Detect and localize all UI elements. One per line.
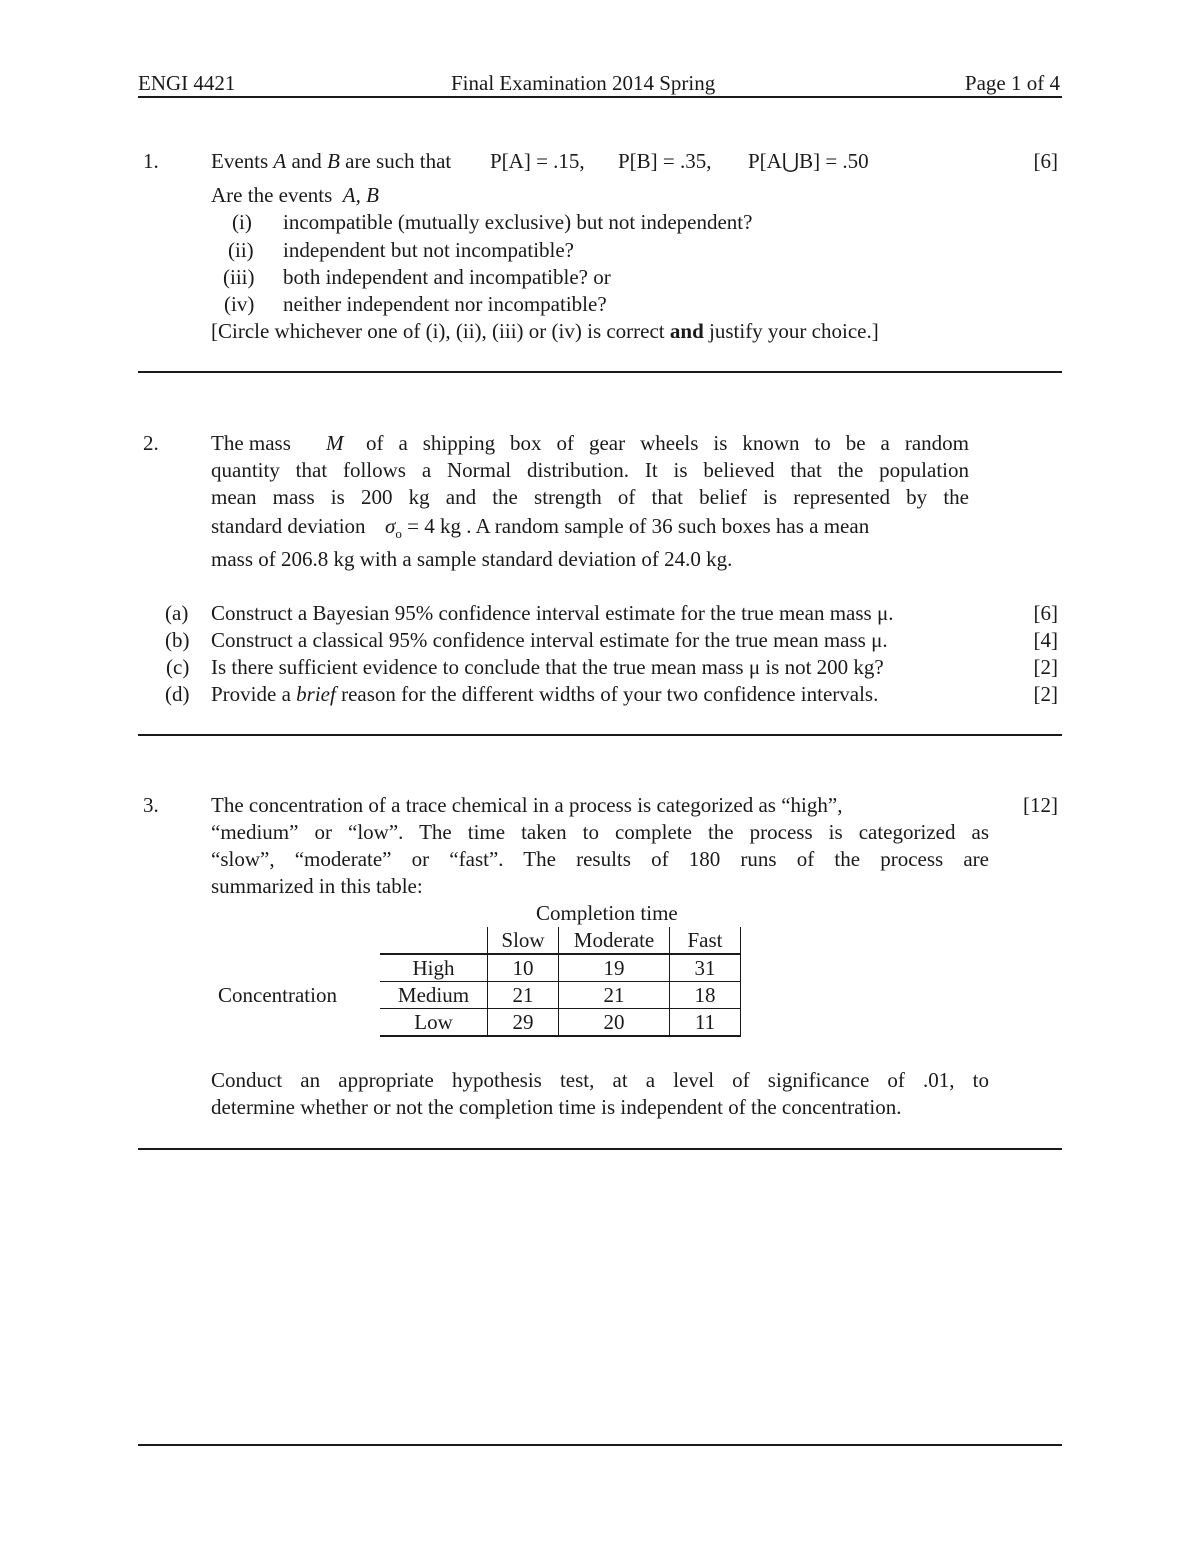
table-header-row <box>380 927 741 954</box>
table-cell: 21 <box>488 982 559 1009</box>
table-cell: 29 <box>488 1009 559 1037</box>
q2-line1-rest: of a shipping box of gear wheels is known to be a random <box>366 431 969 455</box>
table-column-header: Moderate <box>559 927 670 954</box>
q2-number: 2. <box>143 431 159 455</box>
q2-part-marks: [2] <box>1033 682 1058 706</box>
footer-rule <box>138 1444 1062 1446</box>
q2-line4-rest: $\sigma_o = 4$ kg . A random sample of 36 such boxes has a mean <box>385 514 870 542</box>
q2-part-text: Provide a brief reason for the different widths of your two confidence intervals. <box>211 682 879 706</box>
q2-part-text: Construct a classical 95% confidence interval estimate for the true mean mass μ. <box>211 628 888 652</box>
table-cell: 21 <box>559 982 670 1009</box>
q2-part-label: (a) <box>165 601 189 625</box>
q1-question: Are the events A, B <box>211 183 379 207</box>
table-row-header: Medium <box>380 982 488 1009</box>
q1-marks: [6] <box>1033 149 1058 173</box>
table-row <box>380 1009 741 1037</box>
q2-part-text: Construct a Bayesian 95% confidence interval estimate for the true mean mass μ. <box>211 601 894 625</box>
q1-option-text: incompatible (mutually exclusive) but not independent? <box>283 210 753 234</box>
section-rule <box>138 734 1062 736</box>
course-code: ENGI 4421 <box>138 71 236 95</box>
q3-line2: “medium” or “low”. The time taken to complete the process is categorized as <box>211 820 989 844</box>
q1-number: 1. <box>143 149 159 173</box>
q1-eq-pa: P[A] = .15, <box>490 149 585 173</box>
table-cell: 18 <box>670 982 741 1009</box>
q3-line3: “slow”, “moderate” or “fast”. The results of 180 runs of the process are <box>211 847 989 871</box>
q2-line3: mean mass is 200 kg and the strength of that belief is represented by the <box>211 485 969 509</box>
q2-line5: mass of 206.8 kg with a sample standard deviation of 24.0 kg. <box>211 547 733 571</box>
table-corner-cell <box>380 927 488 954</box>
table-row-header: High <box>380 954 488 982</box>
q1-option-text: both independent and incompatible? or <box>283 265 611 289</box>
q2-part-text: Is there sufficient evidence to conclude that the true mean mass μ is not 200 kg? <box>211 655 884 679</box>
table-row <box>380 954 741 982</box>
q1-option-text: neither independent nor incompatible? <box>283 292 607 316</box>
q1-option-label: (ii) <box>228 238 254 262</box>
table-cell: 20 <box>559 1009 670 1037</box>
q3-marks: [12] <box>1023 793 1058 817</box>
q1-option-label: (i) <box>232 210 252 234</box>
q3-conclusion-line2: determine whether or not the completion time is independent of the concentration. <box>211 1095 902 1119</box>
q1-option-label: (iv) <box>224 292 255 316</box>
table-column-header: Slow <box>488 927 559 954</box>
contingency-table <box>380 927 741 1037</box>
table-cell: 31 <box>670 954 741 982</box>
table-column-group-label: Completion time <box>536 901 678 925</box>
table-cell: 11 <box>670 1009 741 1037</box>
q2-part-label: (d) <box>165 682 190 706</box>
q1-instruction: [Circle whichever one of (i), (ii), (iii) or (iv) is correct and justify your choice.] <box>211 319 879 343</box>
q1-intro: Events A and B are such that <box>211 149 452 173</box>
q2-line1-start: The mass <box>211 431 291 455</box>
table-column-header: Fast <box>670 927 741 954</box>
q2-line4-start: standard deviation <box>211 514 366 538</box>
q1-eq-pb: P[B] = .35, <box>618 149 712 173</box>
table-cell: 10 <box>488 954 559 982</box>
section-rule <box>138 371 1062 373</box>
table-row-header: Low <box>380 1009 488 1037</box>
q1-option-text: independent but not incompatible? <box>283 238 575 262</box>
table-cell: 19 <box>559 954 670 982</box>
q3-line4: summarized in this table: <box>211 874 423 898</box>
table-row <box>380 982 741 1009</box>
q1-option-label: (iii) <box>223 265 255 289</box>
q2-line2: quantity that follows a Normal distribution. It is believed that the population <box>211 458 969 482</box>
header-rule <box>138 96 1062 98</box>
q3-conclusion-line1: Conduct an appropriate hypothesis test, at a level of significance of .01, to <box>211 1068 989 1092</box>
q2-part-marks: [2] <box>1033 655 1058 679</box>
q3-number: 3. <box>143 793 159 817</box>
q3-line1: The concentration of a trace chemical in a process is categorized as “high”, <box>211 793 843 817</box>
section-rule <box>138 1148 1062 1150</box>
q2-part-label: (c) <box>166 655 190 679</box>
q1-eq-paub: P[A⋃B] = .50 <box>748 149 869 173</box>
q2-var-m: M <box>326 431 344 455</box>
q2-part-marks: [4] <box>1033 628 1058 652</box>
table-row-group-label: Concentration <box>218 983 337 1007</box>
q2-part-label: (b) <box>165 628 190 652</box>
exam-title: Final Examination 2014 Spring <box>451 71 716 95</box>
page-number: Page 1 of 4 <box>964 71 1060 95</box>
q2-part-marks: [6] <box>1033 601 1058 625</box>
